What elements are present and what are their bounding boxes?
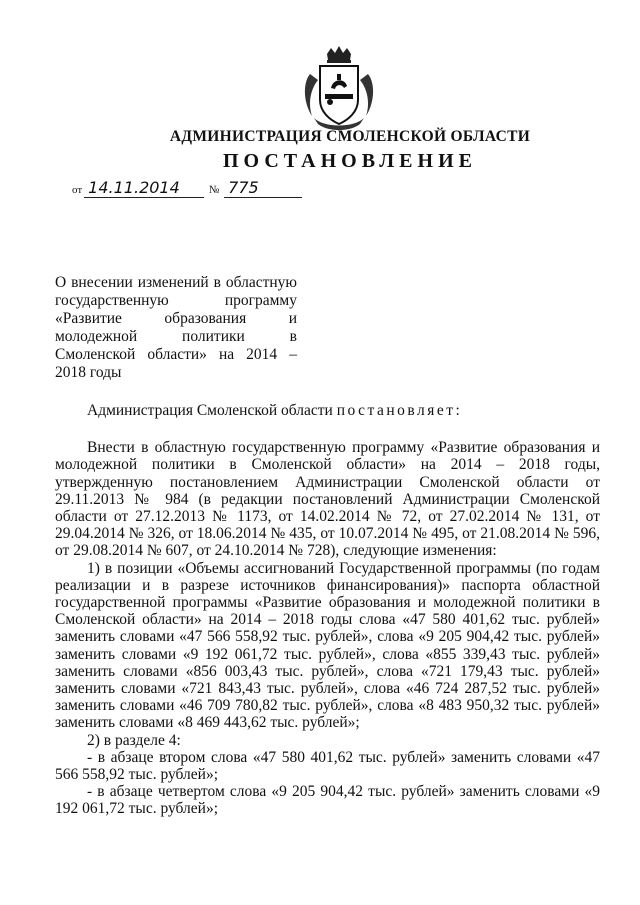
document-body — [55, 402, 600, 818]
coat-of-arms-emblem — [300, 44, 378, 132]
item-2-b: - в абзаце четвертом слова «9 205 904,42 тыс. рублей» заменить словами «9 192 061,72 тыс. рублей»; — [55, 783, 600, 818]
paragraph-main: Внести в областную государственную программу «Развитие образования и молодежной политики в Смоленской области» на 2014 – 2018 годы, утвержденную постановлением Администрации Смоленской области от 29.11.2013 № 984 (в редакции постановлений Администрации Смоленской области от 27.12.2013 № 1173, от 14.02.2014 № 72, от 27.02.2014 № 131, от 29.04.2014 № 326, от 18.06.2014 № 435, от 10.07.2014 № 495, от 21.08.2014 № 596, от 29.08.2014 № 607, от 24.10.2014 № 728), следующие изменения: — [55, 439, 600, 560]
date-handwritten: 14.11.2014 — [84, 178, 204, 198]
intro-paragraph — [55, 402, 600, 419]
item-2: 2) в разделе 4: — [87, 731, 181, 749]
date-number-line — [72, 178, 302, 198]
item-1: 1) в позиции «Объемы ассигнований Государственной программы (по годам реализации и в разрезе источников финансирования)» паспорта областной государственной программы «Развитие образования и молодежной политики в Смоленской области» на 2014 – 2018 годы слова «47 580 401,62 тыс. рублей» заменить словами «47 566 558,92 тыс. рублей», слова «9 205 904,42 тыс. рублей» заменить словами «9 192 061,72 тыс. рублей», слова «855 339,43 тыс. рублей» заменить словами «856 003,43 тыс. рублей», слова «721 179,43 тыс. рублей» заменить словами «721 843,43 тыс. рублей», слова «46 724 287,52 тыс. рублей» заменить словами «46 709 780,82 тыс. рублей», слова «8 483 950,32 тыс. рублей» заменить словами «8 469 443,62 тыс. рублей»; — [55, 559, 600, 732]
date-prefix: от — [72, 184, 83, 196]
intro-text: Администрация Смоленской области — [87, 402, 333, 419]
document-subject: О внесении изменений в областную государственную программу «Развитие образования и молодежной политики в Смоленской области» на 2014 – 2018 годы — [55, 274, 297, 381]
number-prefix: № — [208, 184, 220, 196]
number-handwritten: 775 — [224, 178, 302, 198]
item-2-a: - в абзаце втором слова «47 580 401,62 тыс. рублей» заменить словами «47 566 558,92 тыс. рублей»; — [55, 748, 600, 784]
intro-resolves: постановляет: — [336, 402, 463, 419]
document-type: ПОСТАНОВЛЕНИЕ — [223, 150, 477, 172]
organization-name: АДМИНИСТРАЦИЯ СМОЛЕНСКОЙ ОБЛАСТИ — [169, 128, 531, 145]
